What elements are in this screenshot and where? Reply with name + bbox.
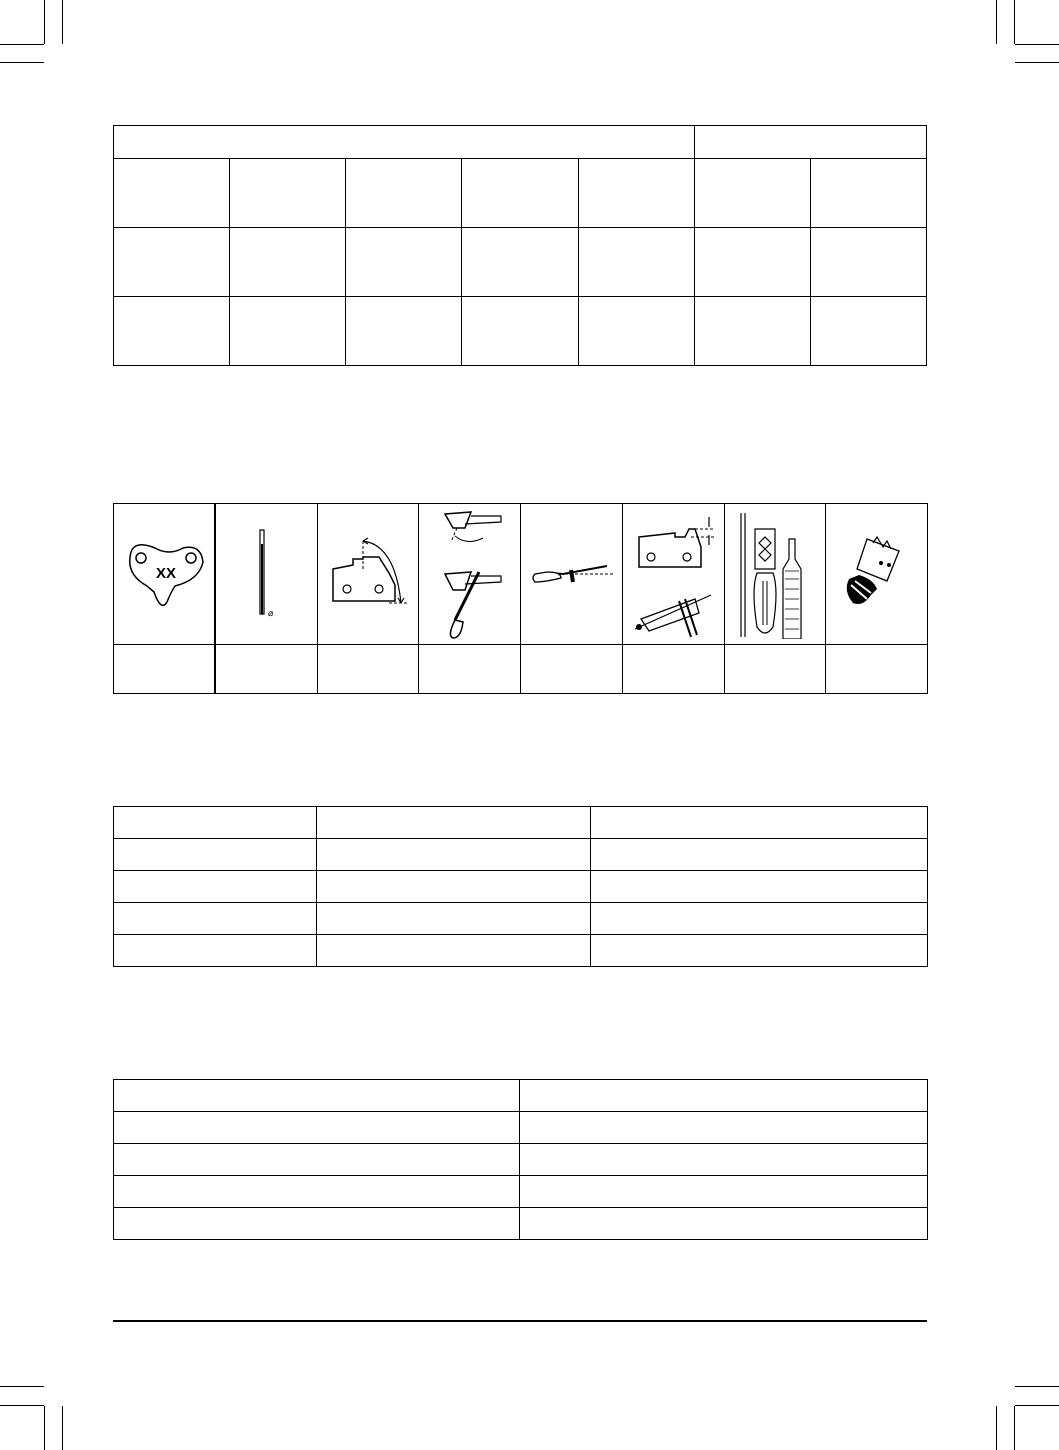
table-cell <box>114 228 230 297</box>
flat-file-icon <box>724 504 826 645</box>
table-cell <box>578 228 694 297</box>
table-cell <box>114 1080 520 1112</box>
table-cell <box>462 228 578 297</box>
table-row <box>114 159 927 228</box>
table-cell <box>694 228 810 297</box>
table-row <box>114 1144 928 1176</box>
table-row <box>114 903 928 935</box>
table-cell <box>114 1112 520 1144</box>
filing-angle-icon <box>317 504 419 645</box>
table-row <box>114 228 927 297</box>
table-cell <box>317 807 591 839</box>
table-cell <box>317 935 591 967</box>
table-row <box>114 935 928 967</box>
table-row <box>114 839 928 871</box>
table-cell <box>462 297 578 366</box>
table-cell <box>520 1144 928 1176</box>
icon-row <box>114 504 928 645</box>
table-cell <box>114 871 317 903</box>
table-cell <box>591 903 928 935</box>
table-cell <box>346 159 462 228</box>
table-cell <box>520 1176 928 1208</box>
two-column-table <box>113 1079 928 1240</box>
table-cell <box>114 645 216 694</box>
table-cell <box>462 159 578 228</box>
table-cell <box>826 645 928 694</box>
table-cell <box>230 159 346 228</box>
table-header-row <box>114 126 927 159</box>
table-cell <box>317 903 591 935</box>
table-cell <box>694 126 926 159</box>
table-cell <box>578 297 694 366</box>
cutter-marking-icon <box>114 504 216 645</box>
table-cell <box>521 645 623 694</box>
marking-text: XX <box>156 565 177 582</box>
table-row <box>114 1176 928 1208</box>
table-cell <box>346 228 462 297</box>
table-cell <box>591 839 928 871</box>
table-cell <box>230 297 346 366</box>
table-cell <box>114 297 230 366</box>
table-cell <box>114 807 317 839</box>
table-cell <box>724 645 826 694</box>
table-cell <box>114 935 317 967</box>
table-cell <box>578 159 694 228</box>
table-cell <box>114 1144 520 1176</box>
table-cell <box>114 126 695 159</box>
table-cell <box>114 1208 520 1240</box>
diameter-symbol: ⌀ <box>268 608 274 618</box>
file-holder-icon <box>521 504 623 645</box>
table-cell <box>520 1208 928 1240</box>
three-column-table <box>113 806 928 967</box>
sharpening-tools-table <box>113 503 928 694</box>
table-cell <box>810 159 926 228</box>
table-cell <box>114 903 317 935</box>
cutting-angle-icon <box>419 504 521 645</box>
table-cell <box>215 645 317 694</box>
table-row <box>114 297 927 366</box>
table-row <box>114 807 928 839</box>
table-cell <box>810 297 926 366</box>
round-file-icon <box>215 504 317 645</box>
table-cell <box>114 1176 520 1208</box>
table-row <box>114 871 928 903</box>
table-cell <box>810 228 926 297</box>
footer-rule <box>113 1320 927 1322</box>
table-row <box>114 1208 928 1240</box>
table-cell <box>694 159 810 228</box>
specification-table <box>113 125 927 366</box>
table-cell <box>114 839 317 871</box>
table-cell <box>230 228 346 297</box>
depth-gauge-tool-icon <box>826 504 928 645</box>
table-cell <box>622 645 724 694</box>
table-cell <box>520 1112 928 1144</box>
table-cell <box>591 871 928 903</box>
table-cell <box>114 159 230 228</box>
table-cell <box>317 645 419 694</box>
depth-gauge-icon <box>622 504 724 645</box>
table-cell <box>317 839 591 871</box>
table-cell <box>346 297 462 366</box>
table-row <box>114 1112 928 1144</box>
table-cell <box>591 807 928 839</box>
table-row <box>114 1080 928 1112</box>
table-cell <box>419 645 521 694</box>
table-cell <box>591 935 928 967</box>
label-row <box>114 645 928 694</box>
table-cell <box>520 1080 928 1112</box>
table-cell <box>317 871 591 903</box>
table-cell <box>694 297 810 366</box>
